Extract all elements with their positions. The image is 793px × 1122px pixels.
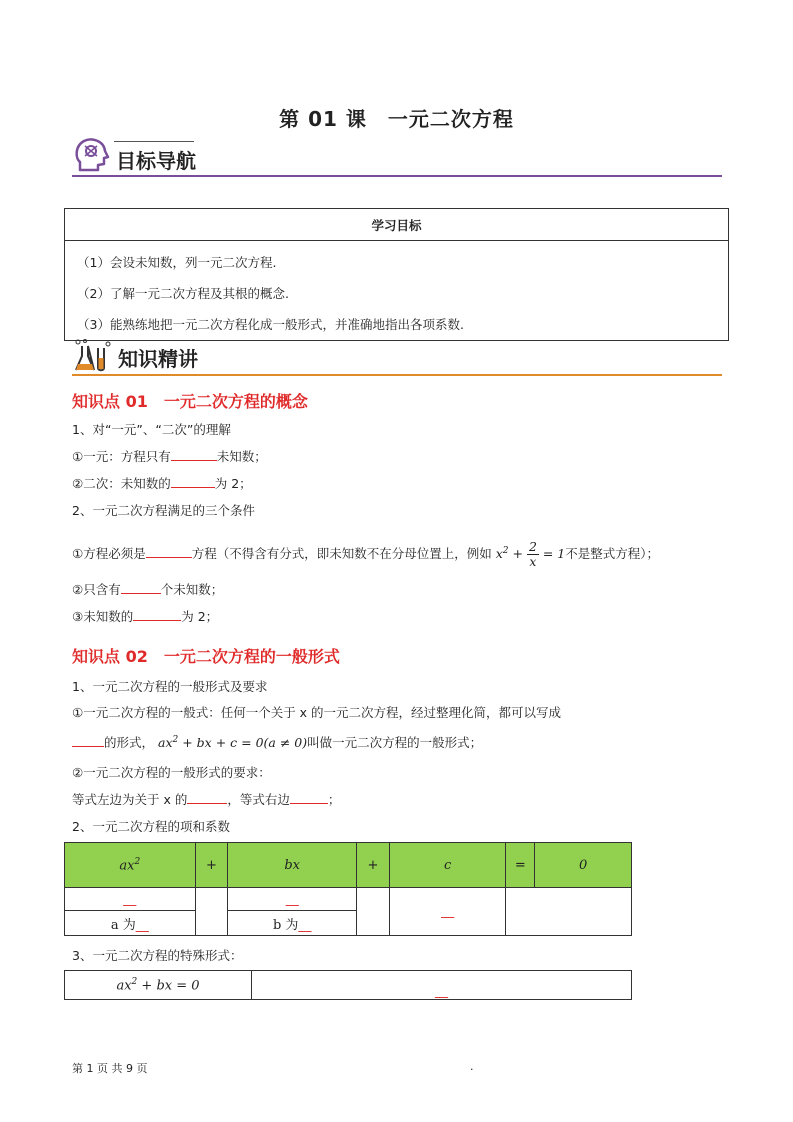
blank-cell[interactable]: __	[65, 888, 196, 911]
kp2-line: 等式左边为关于 x 的 ，等式右边 ；	[72, 792, 341, 807]
empty-cell	[195, 888, 228, 936]
fill-blank[interactable]	[133, 608, 181, 621]
section-divider	[72, 175, 722, 177]
footer-dot: .	[470, 1060, 474, 1073]
goal-item: （2）了解一元二次方程及其根的概念.	[77, 286, 289, 301]
brain-head-icon	[72, 136, 110, 174]
special-form-equation: $ax^2$ + bx = 0	[65, 971, 252, 1000]
coefficient-b[interactable]: b 为__	[228, 911, 357, 936]
empty-cell	[356, 888, 389, 936]
section-header-knowledge	[72, 338, 198, 372]
page-title: 第 01 课 一元二次方程	[279, 107, 514, 131]
term-zero: 0	[535, 843, 632, 888]
general-form-equation: $ax^2$ + bx + c = 0(a ≠ 0)	[158, 734, 308, 750]
empty-cell	[506, 888, 632, 936]
fill-blank[interactable]	[171, 475, 215, 488]
section-header-goals	[72, 136, 196, 174]
kp1-line: ②只含有 个未知数；	[72, 582, 224, 597]
kp2-line: ①一元二次方程的一般式：任何一个关于 x 的一元二次方程，经过整理化简，都可以写成	[72, 705, 562, 720]
fill-blank[interactable]	[72, 734, 104, 747]
fill-blank[interactable]	[187, 791, 227, 804]
blank-cell[interactable]: __	[252, 971, 632, 1000]
kp1-line: 1、对“一元”、“二次”的理解	[72, 422, 231, 437]
equals-sign: =	[506, 843, 535, 888]
kp2-line: 1、一元二次方程的一般形式及要求	[72, 679, 268, 694]
kp2-line: 2、一元二次方程的项和系数	[72, 819, 230, 834]
kp1-line: ③未知数的 为 2；	[72, 609, 219, 624]
goal-item: （3）能熟练地把一元二次方程化成一般形式，并准确地指出各项系数.	[77, 317, 464, 332]
fill-blank[interactable]	[146, 545, 192, 558]
kp2-line: 3、一元二次方程的特殊形式：	[72, 948, 243, 963]
plus-sign: +	[356, 843, 389, 888]
kp2-line: 的形式， $ax^2$ + bx + c = 0(a ≠ 0)叫做一元二次方程的一般形式；	[72, 733, 482, 751]
plus-sign: +	[195, 843, 228, 888]
kp1-line: ①一元：方程只有 未知数；	[72, 449, 267, 464]
term-bx: bx	[228, 843, 357, 888]
kp2-line: ②一元二次方程的一般形式的要求：	[72, 765, 271, 780]
lab-flask-icon	[72, 338, 112, 372]
section-title-knowledge: 知识精讲	[118, 347, 198, 371]
coefficient-a[interactable]: a 为__	[65, 911, 196, 936]
goals-header: 学习目标	[65, 209, 729, 241]
kp1-line: 2、一元二次方程满足的三个条件	[72, 503, 255, 518]
term-c: c	[389, 843, 506, 888]
kp1-line: ①方程必须是 方程（不得含有分式，即未知数不在分母位置上，例如 $x^2$ + $\frac{2}{x}$ = 1不是整式方程）；	[72, 539, 660, 569]
terms-table	[64, 842, 632, 936]
fill-blank[interactable]	[290, 791, 328, 804]
term-ax2: $ax^2$	[65, 843, 196, 888]
fill-blank[interactable]	[171, 448, 217, 461]
special-form-table	[64, 970, 632, 1000]
goals-table	[64, 208, 729, 341]
kp1-title: 知识点 01 一元二次方程的概念	[72, 392, 308, 411]
example-fraction-equation: $x^2$ + $\frac{2}{x}$ = 1	[495, 539, 566, 569]
kp1-line: ②二次：未知数的 为 2；	[72, 476, 252, 491]
section-title-goals: 目标导航	[116, 149, 196, 173]
kp2-title: 知识点 02 一元二次方程的一般形式	[72, 647, 340, 666]
goal-item: （1）会设未知数，列一元二次方程.	[77, 255, 277, 270]
page-number: 第 1 页 共 9 页	[72, 1062, 148, 1075]
blank-cell[interactable]: __	[228, 888, 357, 911]
blank-cell[interactable]: __	[389, 888, 506, 936]
section-divider	[72, 374, 722, 376]
fill-blank[interactable]	[121, 581, 161, 594]
